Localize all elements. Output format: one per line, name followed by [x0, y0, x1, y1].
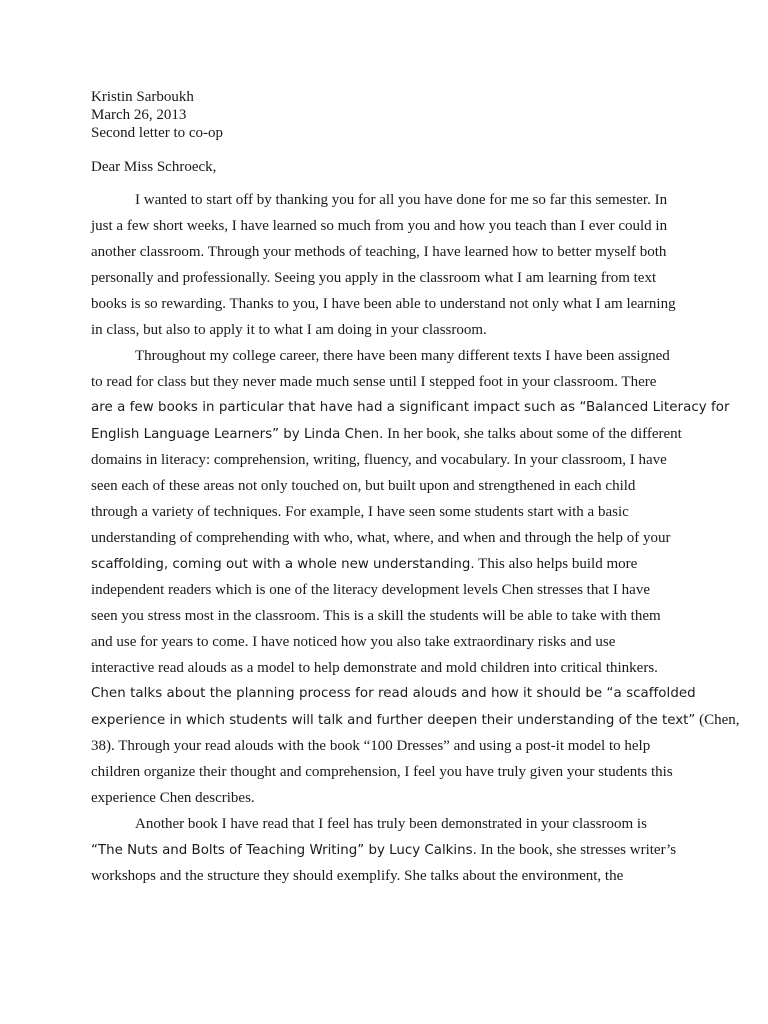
body-text-segment: This also helps build more	[474, 556, 638, 572]
body-line: domains in literacy: comprehension, writing, fluency, and vocabulary. In your classroom, I have	[91, 452, 667, 468]
book-reference: English Language Learners” by Linda Chen.	[91, 427, 384, 442]
body-line: workshops and the structure they should exemplify. She talks about the environment, the	[91, 868, 624, 884]
body-text-segment: In her book, she talks about some of the different	[383, 426, 682, 442]
body-line: just a few short weeks, I have learned so much from you and how you teach than I ever could in	[91, 218, 668, 234]
body-line: personally and professionally. Seeing you apply in the classroom what I am learning from text	[91, 270, 657, 286]
body-line: Chen talks about the planning process for read alouds and how it should be “a scaffolded	[91, 686, 696, 701]
body-line: understanding of comprehending with who, what, where, and when and through the help of your	[91, 530, 671, 546]
body-line: in class, but also to apply it to what I am doing in your classroom.	[91, 322, 487, 338]
letter-header	[91, 88, 223, 142]
body-line: seen each of these areas not only touched on, but built upon and strengthened in each child	[91, 478, 636, 494]
body-line	[91, 554, 637, 574]
letter-date: March 26, 2013	[91, 107, 187, 123]
body-line: to read for class but they never made much sense until I stepped foot in your classroom. There	[91, 374, 657, 390]
body-line: through a variety of techniques. For example, I have seen some students start with a basic	[91, 504, 629, 520]
salutation: Dear Miss Schroeck,	[91, 159, 217, 175]
body-line: and use for years to come. I have noticed how you also take extraordinary risks and use	[91, 634, 616, 650]
body-line: independent readers which is one of the literacy development levels Chen stresses that I have	[91, 582, 650, 598]
body-text-segment: scaffolding, coming out with a whole new understanding.	[91, 557, 475, 572]
body-text-segment: and using a post-it model to help	[449, 738, 651, 754]
body-line: are a few books in particular that have had a significant impact such as “Balanced Literacy for	[91, 400, 730, 415]
body-line: another classroom. Through your methods of teaching, I have learned how to better myself both	[91, 244, 667, 260]
body-text-segment: 38). Through your read alouds with the book “100 Dresses”	[91, 738, 450, 754]
body-text-segment: (Chen,	[695, 712, 740, 728]
body-line: Another book I have read that I feel has truly been demonstrated in your classroom is	[135, 816, 647, 832]
author-name: Kristin Sarboukh	[91, 89, 194, 105]
quote-segment: experience in which students will talk and further deepen their understanding of the text”	[91, 713, 696, 728]
body-line: children organize their thought and comprehension, I feel you have truly given your students this	[91, 764, 673, 780]
body-line: seen you stress most in the classroom. This is a skill the students will be able to take with them	[91, 608, 661, 624]
body-line: interactive read alouds as a model to help demonstrate and mold children into critical thinkers.	[91, 660, 658, 676]
body-line	[91, 840, 676, 860]
body-line	[91, 736, 650, 756]
body-line	[91, 710, 740, 730]
body-line: I wanted to start off by thanking you for all you have done for me so far this semester. In	[135, 192, 668, 208]
body-line	[91, 424, 682, 444]
body-line: books is so rewarding. Thanks to you, I have been able to understand not only what I am learning	[91, 296, 676, 312]
body-line: Throughout my college career, there have been many different texts I have been assigned	[135, 348, 670, 364]
body-text-segment: In the book, she stresses writer’s	[476, 842, 677, 858]
body-line: experience Chen describes.	[91, 790, 255, 806]
book-reference: “The Nuts and Bolts of Teaching Writing” by Lucy Calkins.	[91, 843, 477, 858]
letter-subject: Second letter to co-op	[91, 125, 224, 141]
